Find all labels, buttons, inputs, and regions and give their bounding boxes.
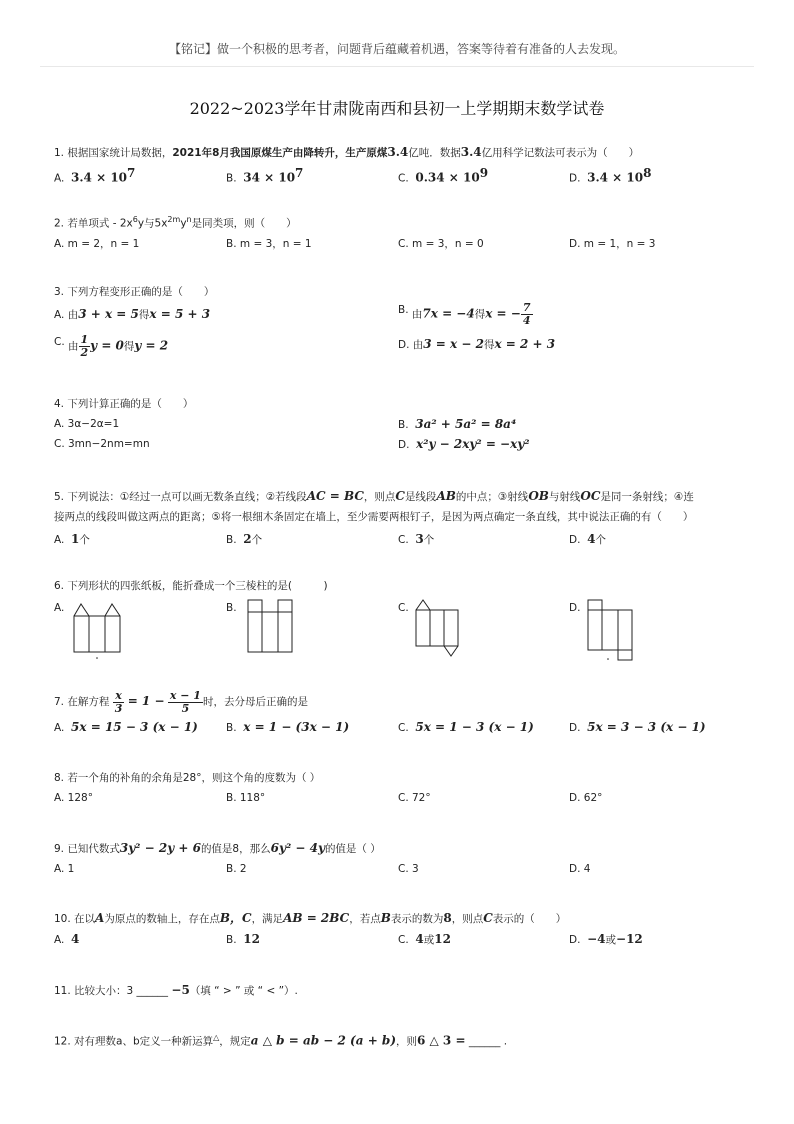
- option-math: 34 × 10: [243, 170, 296, 185]
- option-label: C.: [398, 534, 409, 546]
- option-math: 3: [415, 532, 424, 546]
- option-text: 由: [411, 308, 423, 321]
- option-exponent: 9: [479, 166, 489, 180]
- question-5: [54, 486, 754, 547]
- q7-fraction-1: [113, 690, 125, 715]
- question-4: [54, 396, 754, 456]
- option-math: −4: [587, 932, 606, 946]
- question-3: [54, 284, 754, 364]
- question-2: [54, 212, 754, 252]
- q7-math: = 1 −: [127, 694, 165, 708]
- q7-option-a[interactable]: [54, 719, 198, 736]
- question-5-stem-line-2: 接两点的线段叫做这两点的距离；⑤将一根细木条固定在墙上，至少需要两根钉子，是因为两点确定一条直线，其中说法正确的有（ ）: [54, 511, 694, 523]
- exam-title: 2022~2023学年甘肃陇南西和县初一上学期期末数学试卷: [189, 99, 605, 118]
- net-figure-d[interactable]: [584, 596, 636, 662]
- q9-option-b[interactable]: B. 2: [226, 863, 247, 875]
- question-6-stem: 6. 下列形状的四张纸板，能折叠成一个三棱柱的是( ): [54, 580, 328, 592]
- q10-math: B，C: [219, 911, 252, 925]
- option-text: 由: [68, 340, 79, 353]
- option-math: x = 2 + 3: [494, 337, 556, 351]
- q10-text: ，若点: [349, 913, 381, 925]
- question-5-options: [54, 531, 754, 547]
- question-8: [54, 770, 754, 806]
- q2-text-b: y与5x: [137, 217, 168, 230]
- option-math: 7x = −4: [422, 306, 475, 321]
- option-label: C.: [54, 336, 65, 348]
- q6-option-d-label[interactable]: D.: [569, 602, 581, 614]
- q9-text: 9. 已知代数式: [54, 843, 120, 855]
- q10-text: 表示的（ ）: [492, 913, 567, 925]
- question-8-options: [54, 790, 754, 806]
- q5-text: 5. 下列说法：①经过一点可以画无数条直线；②若线段: [54, 491, 307, 503]
- q1-option-c[interactable]: [398, 165, 488, 187]
- q12-text: 12. 对有理数a、b定义一种新运算: [54, 1035, 214, 1048]
- option-exponent: 7: [295, 166, 304, 180]
- q11-math: −5: [171, 983, 190, 997]
- q10-option-d[interactable]: [569, 931, 643, 948]
- option-text: 得: [483, 339, 495, 351]
- fraction-denominator: 3: [114, 701, 123, 715]
- q9-text: 的值是8，那么: [200, 843, 271, 855]
- question-9: [54, 840, 754, 877]
- q2-option-d[interactable]: D. m = 1，n = 3: [569, 237, 656, 250]
- q8-option-d[interactable]: D. 62°: [569, 792, 603, 804]
- question-1-stem: [54, 144, 754, 161]
- net-figure-c[interactable]: [412, 596, 464, 660]
- option-math: 4: [71, 932, 80, 946]
- option-label: A.: [54, 172, 65, 185]
- option-math: 3a² + 5a² = 8a⁴: [415, 417, 517, 431]
- q12-text: ______ .: [465, 1035, 508, 1048]
- q2-text-a: 2. 若单项式 - 2x: [54, 217, 133, 230]
- option-unit: 个: [595, 534, 606, 546]
- q3-option-b[interactable]: [398, 302, 533, 327]
- question-4-stem: 4. 下列计算正确的是（ ）: [54, 398, 194, 410]
- q5-text: 是线段: [404, 491, 437, 503]
- question-12-stem: [54, 1030, 754, 1050]
- q7-text: 时，去分母后正确的是: [202, 696, 308, 708]
- q4-option-d[interactable]: [398, 436, 530, 453]
- q8-option-b[interactable]: B. 118°: [226, 792, 266, 804]
- q12-math: a △ b = ab − 2 (a + b): [250, 1033, 396, 1048]
- option-math: y = 2: [134, 338, 169, 353]
- q6-option-a-label[interactable]: A.: [54, 602, 65, 614]
- q1-text-f: 亿用科学记数法可表示为（ ）: [481, 147, 640, 159]
- question-6: [54, 578, 754, 662]
- q2-option-b[interactable]: B. m = 3，n = 1: [226, 237, 312, 250]
- option-text: 得: [123, 340, 135, 353]
- q5-option-a[interactable]: [54, 531, 90, 548]
- q9-option-a[interactable]: A. 1: [54, 863, 75, 875]
- q10-math: C: [483, 911, 493, 925]
- net-figure-a[interactable]: [72, 596, 122, 660]
- option-math: x = 5 + 3: [149, 307, 211, 321]
- q9-text: 的值是（ ）: [324, 843, 381, 855]
- q4-option-b[interactable]: [398, 416, 516, 433]
- option-label: D.: [569, 722, 581, 734]
- option-math: 4: [587, 532, 596, 546]
- option-label: C.: [398, 172, 409, 185]
- q7-option-b[interactable]: [226, 719, 349, 736]
- q5-math: AB: [436, 489, 456, 503]
- question-2-options: [54, 236, 754, 252]
- q1-text-a: 1. 根据国家统计局数据，: [54, 147, 173, 159]
- option-math: x = 1 − (3x − 1): [243, 720, 350, 734]
- fraction-denominator: 5: [181, 701, 190, 715]
- option-text: 或: [423, 934, 435, 946]
- option-math: −12: [616, 932, 643, 946]
- q5-text: 的中点；③射线: [455, 491, 529, 503]
- q5-math: AC = BC: [306, 489, 364, 503]
- q10-text: 10. 在以: [54, 913, 96, 925]
- option-math: 4: [415, 932, 424, 946]
- q5-math: OC: [580, 489, 601, 503]
- option-math: x²y − 2xy² = −xy²: [416, 437, 530, 451]
- option-label: B.: [226, 722, 237, 734]
- question-1: [54, 144, 754, 185]
- net-figure-b[interactable]: [244, 596, 298, 658]
- q1-text-d: 亿吨．数据: [408, 147, 461, 159]
- question-7-stem: [54, 688, 754, 715]
- q9-option-d[interactable]: D. 4: [569, 863, 591, 875]
- q3-b-fraction: [521, 302, 533, 327]
- option-label: B.: [226, 934, 237, 946]
- q5-option-b[interactable]: [226, 531, 262, 548]
- option-label: B.: [226, 172, 237, 185]
- q12-text: ，则: [396, 1035, 417, 1048]
- q10-text: ，则点: [451, 913, 484, 925]
- q1-option-d[interactable]: [569, 165, 651, 187]
- option-math: 3 + x = 5: [78, 307, 139, 321]
- option-label: B.: [226, 534, 237, 546]
- q11-text: 11. 比较大小：3 ______: [54, 985, 169, 997]
- q5-text: 是同一条射线；④连: [600, 491, 694, 503]
- q10-text: ，满足: [251, 913, 284, 925]
- q4-option-a[interactable]: A. 3α−2α=1: [54, 418, 120, 430]
- option-label: D.: [569, 172, 581, 185]
- q12-operator-symbol: △: [213, 1033, 220, 1042]
- option-math: 12: [243, 932, 260, 946]
- q2-text-d: 是同类项，则（ ）: [191, 217, 297, 230]
- q5-text: 与射线: [548, 491, 581, 503]
- q11-text: （填 “ > ” 或 “ < ”）.: [189, 985, 298, 997]
- q10-option-c[interactable]: [398, 931, 451, 948]
- q8-option-a[interactable]: A. 128°: [54, 792, 93, 804]
- q5-math: C: [395, 489, 405, 503]
- q1-text-b: 2021年8月我国原煤生产由降转升，生产原煤: [172, 147, 388, 159]
- q5-option-c[interactable]: [398, 531, 434, 548]
- q10-math: 8: [443, 911, 452, 925]
- q3-c-fraction: [79, 334, 91, 359]
- option-label: D. 由: [398, 339, 424, 351]
- q4-option-c[interactable]: C. 3mn−2nm=mn: [54, 438, 150, 450]
- q9-math: 3y² − 2y + 6: [119, 841, 201, 855]
- option-label: C.: [398, 934, 409, 946]
- option-label: D.: [569, 534, 581, 546]
- question-5-stem-line-1: [54, 486, 754, 507]
- question-12: [54, 1030, 754, 1050]
- q2-exp-b: 2m: [167, 215, 181, 224]
- q5-option-d[interactable]: [569, 531, 606, 548]
- fraction-numerator: x: [113, 690, 125, 703]
- option-unit: 个: [251, 534, 263, 546]
- question-7: [54, 688, 754, 735]
- option-math: 3.4 × 10: [587, 170, 644, 185]
- q12-text: ，规定: [219, 1035, 251, 1048]
- question-9-stem: [54, 840, 754, 857]
- option-math: 2: [243, 532, 252, 546]
- question-8-stem: 8. 若一个角的补角的余角是28°，则这个角的度数为（ ）: [54, 772, 321, 784]
- fraction-numerator: x − 1: [169, 688, 201, 702]
- q9-math: 6y² − 4y: [270, 841, 325, 855]
- option-math: 3 = x − 2: [423, 337, 484, 351]
- fraction-numerator: 7: [522, 301, 531, 314]
- q1-num-b: 3.4: [460, 145, 482, 159]
- option-math: 5x = 15 − 3 (x − 1): [71, 720, 198, 734]
- option-math: y = 0: [90, 338, 124, 353]
- q1-option-b[interactable]: [226, 165, 303, 187]
- q7-option-c[interactable]: [398, 719, 534, 736]
- question-10-options: [54, 931, 754, 947]
- option-text: 得: [474, 308, 486, 321]
- question-10-stem: [54, 910, 754, 927]
- q10-text: 为原点的数轴上，存在点: [104, 913, 220, 925]
- q6-option-b-label[interactable]: B.: [226, 602, 237, 614]
- option-label: A.: [54, 722, 65, 734]
- question-7-options: [54, 719, 754, 735]
- q7-text: 7. 在解方程: [54, 696, 110, 708]
- q3-option-c[interactable]: [54, 334, 168, 359]
- q12-math: 6 △ 3 =: [417, 1033, 466, 1048]
- q10-text: 表示的数为: [390, 913, 444, 925]
- question-1-options: [54, 165, 754, 185]
- option-label: A.: [54, 534, 65, 546]
- option-label: B.: [398, 419, 409, 431]
- q6-option-c-label[interactable]: C.: [398, 602, 409, 614]
- q7-option-d[interactable]: [569, 719, 706, 736]
- header-divider: [40, 66, 754, 67]
- option-unit: 个: [79, 534, 90, 546]
- q2-option-c[interactable]: C. m = 3，n = 0: [398, 237, 484, 250]
- option-label: A.: [54, 934, 65, 946]
- option-label: C.: [398, 722, 409, 734]
- option-math: 5x = 1 − 3 (x − 1): [415, 720, 534, 734]
- option-math: 1: [71, 532, 80, 546]
- q10-option-b[interactable]: [226, 931, 260, 948]
- option-math: x = −: [485, 306, 521, 321]
- q2-option-a[interactable]: A. m = 2，n = 1: [54, 237, 140, 250]
- option-math: 0.34 × 10: [415, 170, 480, 185]
- question-9-options: [54, 861, 754, 877]
- option-exponent: 7: [127, 166, 136, 180]
- q3-option-d[interactable]: [398, 336, 555, 353]
- q2-exp-c: n: [186, 215, 192, 224]
- option-text: 得: [138, 309, 150, 321]
- q3-option-a[interactable]: [54, 306, 210, 323]
- q2-exp-a: 6: [132, 215, 138, 224]
- question-10: [54, 910, 754, 947]
- question-2-stem: [54, 212, 754, 232]
- q5-text: ，则点: [363, 491, 396, 503]
- question-11: [54, 982, 754, 999]
- option-unit: 个: [423, 534, 435, 546]
- q2-text-c: y: [180, 217, 187, 230]
- option-label: D.: [569, 934, 581, 946]
- page-motto: 【铭记】做一个积极的思考者，问题背后蕴藏着机遇，答案等待着有准备的人去发现。: [168, 42, 625, 56]
- fraction-denominator: 4: [522, 314, 531, 327]
- option-label: D.: [398, 439, 410, 451]
- q10-option-a[interactable]: [54, 931, 79, 948]
- option-text: 或: [605, 934, 617, 946]
- q5-math: OB: [528, 489, 549, 503]
- question-11-stem: [54, 982, 754, 999]
- option-label: B.: [398, 304, 409, 316]
- option-exponent: 8: [643, 166, 652, 180]
- option-label: A. 由: [54, 309, 79, 321]
- q8-option-c[interactable]: C. 72°: [398, 792, 431, 804]
- option-math: 5x = 3 − 3 (x − 1): [587, 720, 706, 734]
- question-3-stem: 3. 下列方程变形正确的是（ ）: [54, 286, 215, 298]
- q10-math: AB = 2BC: [283, 911, 350, 925]
- option-math: 3.4 × 10: [71, 170, 128, 185]
- fraction-numerator: 1: [80, 333, 89, 346]
- q1-num-a: 3.4: [387, 145, 409, 159]
- q9-option-c[interactable]: C. 3: [398, 863, 419, 875]
- fraction-denominator: 2: [80, 346, 89, 359]
- option-math: 12: [434, 932, 451, 946]
- q1-option-a[interactable]: [54, 165, 135, 187]
- q10-math: B: [380, 911, 391, 925]
- q7-fraction-2: [168, 690, 203, 715]
- q10-math: A: [95, 911, 105, 925]
